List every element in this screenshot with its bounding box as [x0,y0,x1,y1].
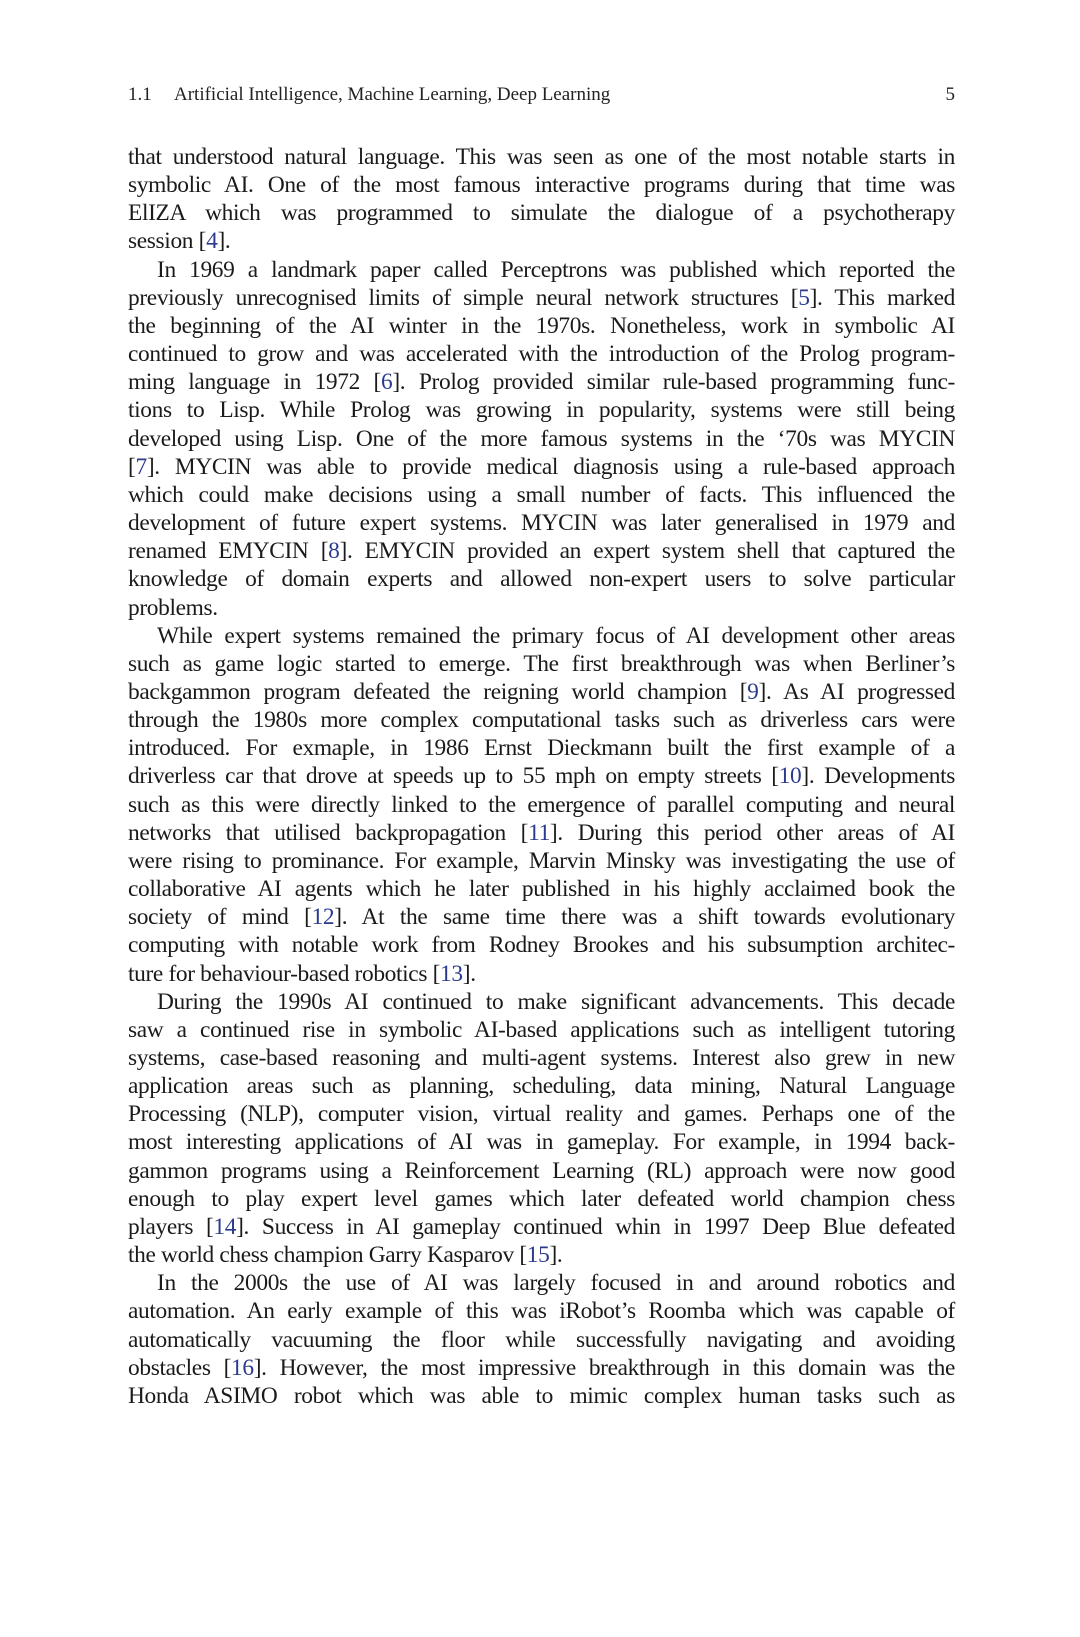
citation-link[interactable]: 8 [328,538,340,565]
citation-link[interactable]: 5 [798,284,810,311]
citation-link[interactable]: 4 [206,228,218,255]
text-line: gammon programs using a Reinforcement Learning (RL) approach were now good [128,1157,955,1184]
text-line: the beginning of the AI winter in the 1970s. Nonetheless, work in symbolic AI [128,312,955,339]
citation-link[interactable]: 14 [213,1213,237,1240]
text-line: application areas such as planning, scheduling, data mining, Natural Language [128,1073,955,1100]
text-line: driverless car that drove at speeds up to 55 mph on empty streets [10]. Developments [128,763,955,790]
text-line: developed using Lisp. One of the more famous systems in the ‘70s was MYCIN [128,425,955,452]
text-line: problems. [128,594,218,621]
citation-link[interactable]: 9 [747,678,759,705]
paragraph [128,256,955,622]
citation-link[interactable]: 12 [311,904,335,931]
text-line: through the 1980s more complex computational tasks such as driverless cars were [128,707,955,734]
text-line: collaborative AI agents which he later published in his highly acclaimed book the [128,876,955,903]
paragraph [128,1269,955,1410]
text-line: development of future expert systems. MYCIN was later generalised in 1979 and [128,510,955,537]
text-line: While expert systems remained the primary focus of AI development other areas [157,622,955,649]
text-line: such as this were directly linked to the emergence of parallel computing and neural [128,791,955,818]
running-head [128,82,955,108]
citation-link[interactable]: 15 [526,1242,550,1269]
text-line: the world chess champion Garry Kasparov [15]. [128,1242,563,1269]
paragraph [128,143,955,256]
paragraph [128,622,955,988]
text-line: such as game logic started to emerge. The first breakthrough was when Berliner’s [128,650,955,677]
text-line: saw a continued rise in symbolic AI-based applications such as intelligent tutoring [128,1016,955,1043]
text-line: continued to grow and was accelerated with the introduction of the Prolog program- [128,341,955,368]
citation-link[interactable]: 13 [440,960,463,987]
text-line: ture for behaviour-based robotics [13]. [128,960,476,987]
text-line: renamed EMYCIN [8]. EMYCIN provided an expert system shell that captured the [128,538,955,565]
text-line: networks that utilised backpropagation [11]. During this period other areas of AI [128,819,955,846]
body-text [128,143,955,1410]
text-line: automatically vacuuming the floor while successfully navigating and avoiding [128,1326,955,1353]
text-line: automation. An early example of this was iRobot’s Roomba which was capable of [128,1298,955,1325]
section-title: Artificial Intelligence, Machine Learning, Deep Learning [174,84,611,105]
text-line: tions to Lisp. While Prolog was growing in popularity, systems were still being [128,397,955,424]
text-line: session [4]. [128,228,231,255]
text-line: ming language in 1972 [6]. Prolog provided similar rule-based programming func- [128,369,955,396]
text-line: enough to play expert level games which later defeated world champion chess [128,1185,955,1212]
citation-link[interactable]: 7 [135,453,147,480]
text-line: In the 2000s the use of AI was largely focused in and around robotics and [157,1270,955,1297]
text-line: symbolic AI. One of the most famous interactive programs during that time was [128,172,955,199]
text-line: most interesting applications of AI was in gameplay. For example, in 1994 back- [128,1129,955,1156]
text-line: which could make decisions using a small number of facts. This influenced the [128,481,955,508]
section-number: 1.1 [128,84,152,105]
text-line: previously unrecognised limits of simple neural network structures [5]. This marked [128,284,955,311]
text-line: Honda ASIMO robot which was able to mimic complex human tasks such as [128,1382,955,1409]
text-line: computing with notable work from Rodney Brookes and his subsumption architec- [128,932,955,959]
text-line: Processing (NLP), computer vision, virtual reality and games. Perhaps one of the [128,1101,955,1128]
citation-link[interactable]: 6 [381,369,393,396]
text-line: [7]. MYCIN was able to provide medical diagnosis using a rule-based approach [128,453,955,480]
text-line: players [14]. Success in AI gameplay continued whin in 1997 Deep Blue defeated [128,1213,955,1240]
text-line: introduced. For exmaple, in 1986 Ernst Dieckmann built the first example of a [128,735,955,762]
page-number: 5 [945,84,955,105]
text-line: that understood natural language. This was seen as one of the most notable starts in [128,144,955,170]
citation-link[interactable]: 16 [231,1354,254,1381]
text-line: ElIZA which was programmed to simulate the dialogue of a psychotherapy [128,200,955,227]
text-line: In 1969 a landmark paper called Perceptrons was published which reported the [157,256,955,283]
text-line: systems, case-based reasoning and multi-agent systems. Interest also grew in new [128,1045,955,1071]
text-line: were rising to prominance. For example, Marvin Minsky was investigating the use of [128,847,955,874]
paragraph [128,988,955,1270]
citation-link[interactable]: 11 [528,819,550,846]
text-line: society of mind [12]. At the same time there was a shift towards evolutionary [128,904,955,931]
text-line: knowledge of domain experts and allowed non-expert users to solve particular [128,566,955,593]
text-line: During the 1990s AI continued to make significant advancements. This decade [157,988,955,1015]
text-line: backgammon program defeated the reigning world champion [9]. As AI progressed [128,678,955,705]
citation-link[interactable]: 10 [778,763,802,790]
text-line: obstacles [16]. However, the most impressive breakthrough in this domain was the [128,1354,955,1381]
